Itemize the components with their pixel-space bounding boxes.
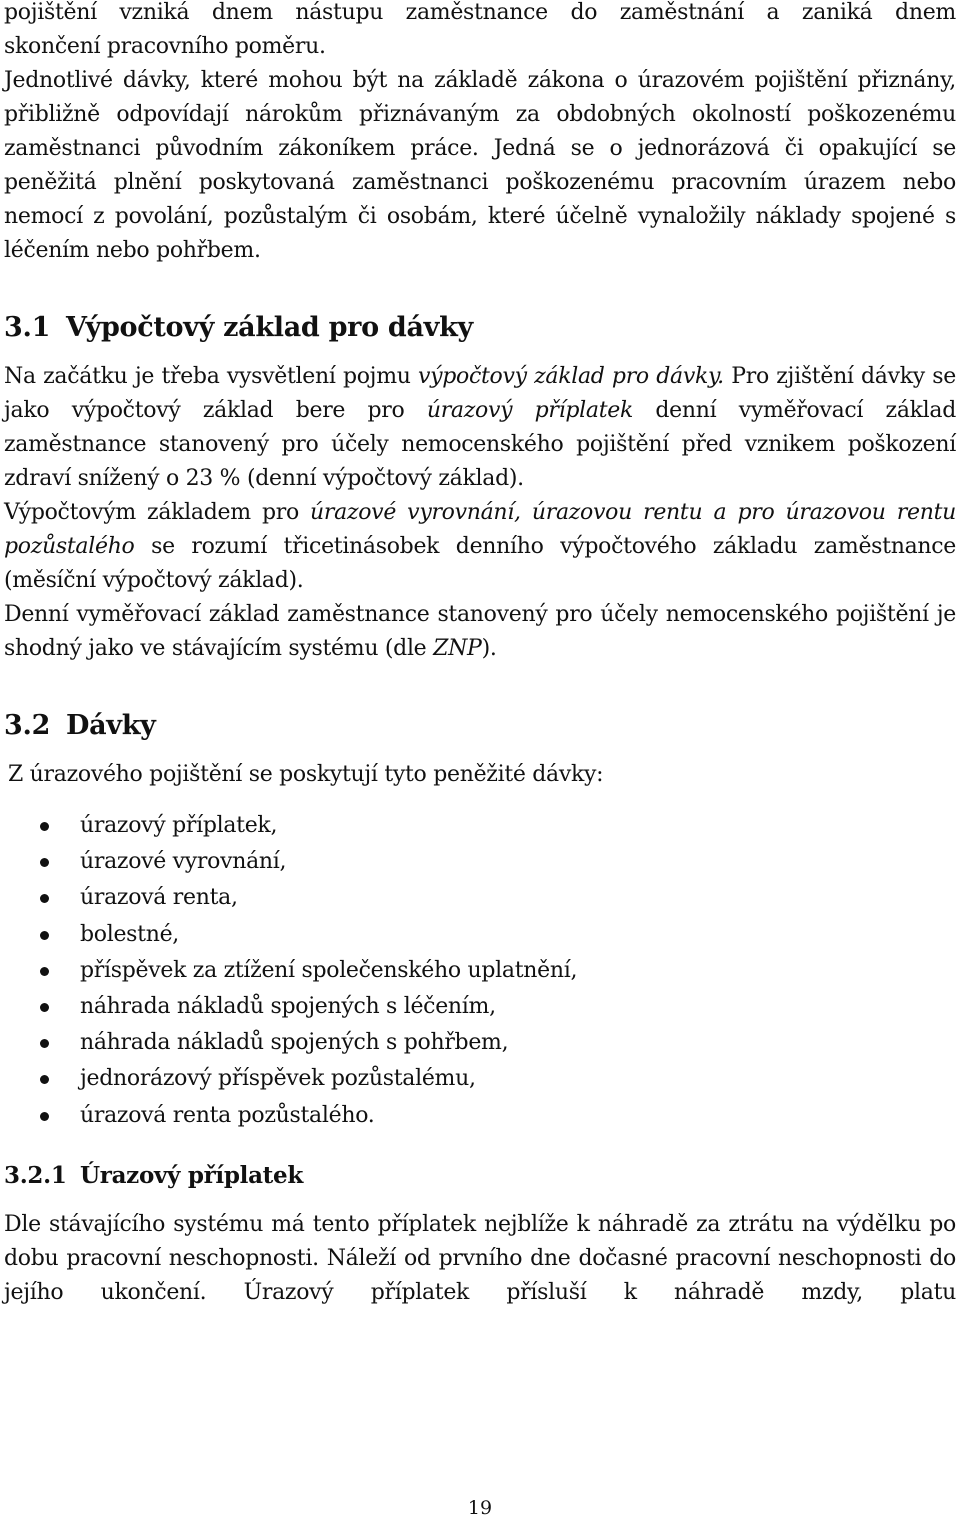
list-item [4, 917, 577, 953]
list-item-text: bolestné, [80, 921, 179, 947]
intro-paragraph-1 [4, 0, 956, 64]
list-item [4, 808, 577, 844]
list-item-text: úrazová renta, [80, 885, 238, 911]
list-item [4, 844, 577, 880]
section-3-1-paragraph-3 [4, 598, 956, 666]
list-item [4, 953, 577, 989]
text-run: ). [481, 636, 497, 661]
list-item [4, 1025, 577, 1061]
list-item [4, 1098, 577, 1134]
list-item-text: úrazový příplatek, [80, 813, 278, 838]
paragraph-text: Dle stávajícího systému má tento příplatek nejblíže k náhradě za ztrátu na výdělku po dobu pracovní neschopnosti. Náleží od prvního dne dočasné pracovní neschopnosti do jejího ukončení. Úrazový příplatek přísluší k náhradě mzdy, platu [4, 1212, 956, 1305]
text-run: se rozumí třicetinásobek denního výpočtového základu zaměstnance (měsíční výpočtový základ). [4, 534, 956, 593]
list-item-text: příspěvek za ztížení společenského uplatnění, [80, 957, 578, 983]
bullet-icon [40, 931, 49, 940]
paragraph-text [4, 360, 956, 496]
lead-text: Z úrazového pojištění se poskytují tyto peněžité dávky: [8, 762, 604, 787]
section-number: 3.2.1 [4, 1162, 67, 1189]
section-heading-3-2 [4, 708, 156, 744]
section-number: 3.1 [4, 312, 51, 343]
intro-line-2: skončení pracovního poměru. [4, 34, 326, 59]
section-heading-3-2-1 [4, 1160, 303, 1192]
text-run: Denní vyměřovací základ zaměstnance stanovený pro účely nemocenského pojištění je shodný jako ve stávajícím systému (dle [4, 602, 956, 661]
list-item [4, 880, 577, 916]
section-3-2-1-paragraph [4, 1208, 956, 1310]
list-item-text: úrazové vyrovnání, [80, 849, 287, 875]
list-item [4, 989, 577, 1025]
bullet-icon [40, 1075, 49, 1084]
benefits-list [4, 808, 577, 1134]
list-item-text: úrazová renta pozůstalého. [80, 1102, 375, 1128]
intro-paragraph-2 [4, 64, 956, 268]
list-item-text: náhrada nákladů spojených s léčením, [80, 994, 496, 1020]
text-run: Na začátku je třeba vysvětlení pojmu [4, 364, 418, 389]
section-number: 3.2 [4, 710, 51, 741]
page-number: 19 [467, 1497, 493, 1519]
section-title: Úrazový příplatek [80, 1162, 303, 1189]
text-run: Výpočtovým základem pro [4, 500, 311, 525]
list-item-text: jednorázový příspěvek pozůstalému, [80, 1066, 476, 1092]
emphasis-term: ZNP [433, 636, 482, 661]
section-title: Dávky [66, 710, 156, 741]
paragraph-text [4, 598, 956, 666]
bullet-icon [40, 1039, 49, 1048]
bullet-icon [40, 967, 49, 976]
bullet-icon [40, 822, 49, 831]
section-3-1-paragraph-1 [4, 360, 956, 496]
text-run: Pro zjištění dávky se jako výpočtový základ bere pro [4, 364, 956, 423]
list-item [4, 1061, 577, 1097]
section-heading-3-1 [4, 310, 473, 346]
bullet-icon [40, 1003, 49, 1012]
list-item-text: náhrada nákladů spojených s pohřbem, [80, 1030, 509, 1056]
emphasis-term: úrazové vyrovnání, úrazovou rentu a pro úrazovou rentu pozůstalého [4, 500, 956, 559]
emphasis-term: výpočtový základ pro dávky. [417, 364, 724, 389]
intro-line-1: pojištění vzniká dnem nástupu zaměstnance do zaměstnání a zaniká dnem [4, 0, 956, 25]
section-3-2-lead [8, 758, 960, 792]
paragraph-text [4, 496, 956, 598]
section-3-1-paragraph-2 [4, 496, 956, 598]
bullet-icon [40, 1112, 49, 1121]
bullet-icon [40, 858, 49, 867]
intro-paragraph-2-text: Jednotlivé dávky, které mohou být na základě zákona o úrazovém pojištění přiznány, přibližně odpovídají nárokům přiznávaným za obdobných okolností poškozenému zaměstnanci původním zákoníkem práce. Jedná se o jednorázová či opakující se peněžitá plnění poskytovaná zaměstnanci poškozenému pracovním úrazem nebo nemocí z povolání, pozůstalým či osobám, které účelně vynaložily náklady spojené s léčením nebo pohřbem. [4, 68, 956, 263]
section-title: Výpočtový základ pro dávky [66, 312, 473, 343]
bullet-icon [40, 894, 49, 903]
text-run: denní vyměřovací základ zaměstnance stanovený pro účely nemocenského pojištění před vznikem poškození zdraví snížený o 23 % (denní výpočtový základ). [4, 398, 957, 491]
emphasis-term: úrazový příplatek [426, 398, 633, 423]
